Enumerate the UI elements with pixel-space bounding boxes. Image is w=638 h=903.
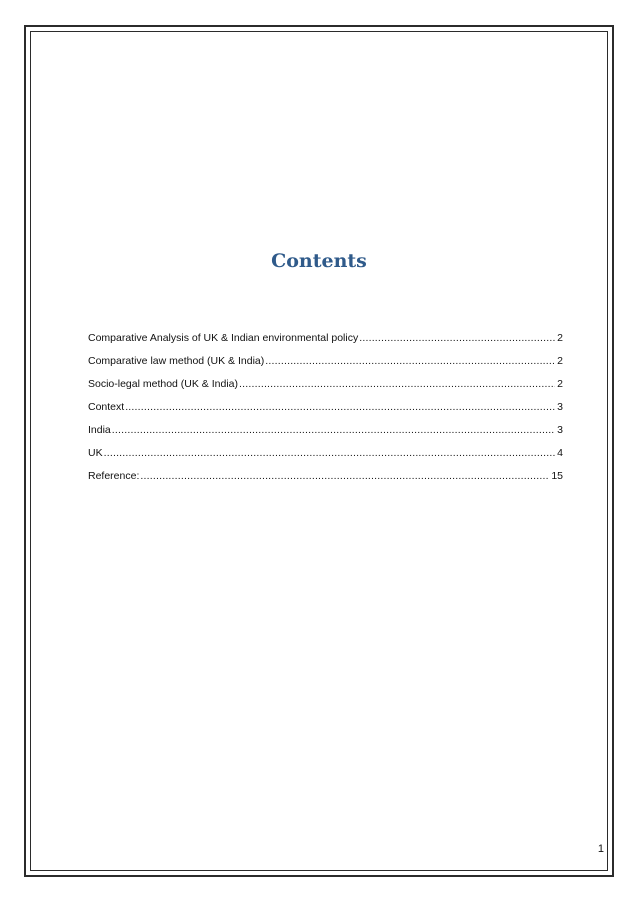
toc-dot-leader xyxy=(359,332,555,344)
toc-dot-leader xyxy=(125,401,555,413)
toc-entry-page: 3 xyxy=(557,424,563,436)
toc-entry-title: India xyxy=(88,424,111,436)
page-number: 1 xyxy=(597,843,604,855)
toc-entry-title: Comparative Analysis of UK & Indian environmental policy xyxy=(88,332,359,344)
toc-entry-context[interactable] xyxy=(88,401,563,424)
toc-dot-leader xyxy=(239,378,555,390)
toc-entry-page: 3 xyxy=(557,401,563,413)
toc-entry-title: Reference: xyxy=(88,470,140,482)
toc-entry-title: UK xyxy=(88,447,103,459)
toc-entry-socio-legal-method[interactable] xyxy=(88,378,563,401)
toc-entry-page: 2 xyxy=(557,378,563,390)
toc-entry-title: Comparative law method (UK & India) xyxy=(88,355,265,367)
toc-entry-title: Context xyxy=(88,401,125,413)
toc-entry-title: Socio-legal method (UK & India) xyxy=(88,378,238,390)
toc-entry-page: 15 xyxy=(551,470,563,482)
toc-dot-leader xyxy=(265,355,555,367)
toc-entry-uk[interactable] xyxy=(88,447,563,470)
toc-entry-page: 4 xyxy=(557,447,563,459)
table-of-contents xyxy=(88,332,563,493)
toc-entry-page: 2 xyxy=(557,355,563,367)
toc-dot-leader xyxy=(112,424,555,436)
toc-dot-leader xyxy=(104,447,556,459)
toc-entry-reference[interactable] xyxy=(88,470,563,493)
toc-entry-page: 2 xyxy=(557,332,563,344)
toc-entry-comparative-analysis[interactable] xyxy=(88,332,563,355)
toc-entry-india[interactable] xyxy=(88,424,563,447)
toc-dot-leader xyxy=(140,470,549,482)
toc-entry-comparative-law-method[interactable] xyxy=(88,355,563,378)
contents-heading: Contents xyxy=(271,250,367,272)
